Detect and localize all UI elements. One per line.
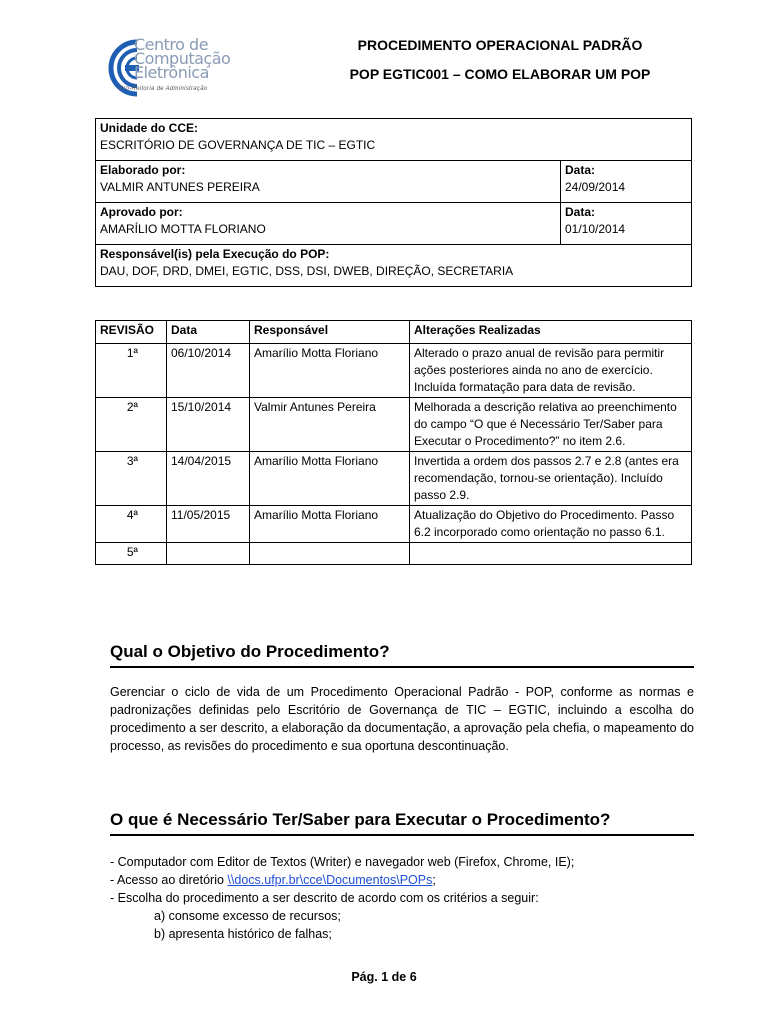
- aprovado-date-label: Data:: [565, 205, 596, 219]
- list-item-text: ;: [432, 873, 436, 887]
- responsaveis-label: Responsável(is) pela Execução do POP:: [100, 247, 330, 261]
- revision-date: 06/10/2014: [167, 344, 250, 398]
- table-row: [96, 543, 692, 565]
- revision-responsible: Amarílio Motta Floriano: [250, 506, 410, 543]
- revision-responsible: Amarílio Motta Floriano: [250, 452, 410, 506]
- requirements-list: [110, 853, 694, 943]
- revision-changes: Alterado o prazo anual de revisão para permitir ações posteriores ainda no ano de exercício. Incluída formatação para data de revisão.: [410, 344, 692, 398]
- revision-changes: Melhorada a descrição relativa ao preenchimento do campo “O que é Necessário Ter/Saber para Executar o Procedimento?” no item 2.6.: [410, 398, 692, 452]
- responsaveis-value: DAU, DOF, DRD, DMEI, EGTIC, DSS, DSI, DWEB, DIREÇÃO, SECRETARIA: [100, 264, 514, 278]
- revision-changes: [410, 543, 692, 565]
- col-header-revisao: REVISÃO: [96, 321, 167, 344]
- elaborado-date-cell: [561, 161, 692, 203]
- directory-link[interactable]: \\docs.ufpr.br\cce\Documentos\POPs: [227, 873, 433, 887]
- info-table: [95, 118, 692, 287]
- aprovado-label: Aprovado por:: [100, 205, 183, 219]
- table-row: [96, 506, 692, 543]
- document-subtitle: POP EGTIC001 – COMO ELABORAR UM POP: [349, 66, 651, 82]
- table-row: [96, 452, 692, 506]
- objective-heading: Qual o Objetivo do Procedimento?: [110, 642, 694, 668]
- elaborado-date-value: 24/09/2014: [565, 180, 626, 194]
- col-header-responsavel: Responsável: [250, 321, 410, 344]
- revision-number: 2ª: [96, 398, 167, 452]
- list-item: - Escolha do procedimento a ser descrito de acordo com os critérios a seguir:: [110, 891, 539, 905]
- logo-subtitle: Pró-Reitoria de Administração: [119, 86, 208, 92]
- list-item: - Computador com Editor de Textos (Writer) e navegador web (Firefox, Chrome, IE);: [110, 855, 575, 869]
- page-number: Pág. 1 de 6: [351, 970, 417, 984]
- elaborado-value: VALMIR ANTUNES PEREIRA: [100, 180, 260, 194]
- revision-date: 14/04/2015: [167, 452, 250, 506]
- unidade-value: ESCRITÓRIO DE GOVERNANÇA DE TIC – EGTIC: [100, 138, 376, 152]
- list-subitem: b) apresenta histórico de falhas;: [154, 927, 332, 941]
- logo-text: Centro de Computação Eletrônica: [134, 35, 231, 82]
- aprovado-value: AMARÍLIO MOTTA FLORIANO: [100, 222, 266, 236]
- aprovado-date-cell: [561, 203, 692, 245]
- aprovado-cell: [96, 203, 561, 245]
- list-subitem: a) consome excesso de recursos;: [154, 909, 341, 923]
- revision-date: [167, 543, 250, 565]
- col-header-alteracoes: Alterações Realizadas: [410, 321, 692, 344]
- table-row: [96, 398, 692, 452]
- elaborado-date-label: Data:: [565, 163, 596, 177]
- elaborado-label: Elaborado por:: [100, 163, 186, 177]
- list-item: [110, 871, 694, 889]
- aprovado-date-value: 01/10/2014: [565, 222, 626, 236]
- revision-number: 3ª: [96, 452, 167, 506]
- list-item-text: - Acesso ao diretório: [110, 873, 228, 887]
- revision-responsible: Amarílio Motta Floriano: [250, 344, 410, 398]
- col-header-data: Data: [167, 321, 250, 344]
- revision-changes: Atualização do Objetivo do Procedimento. Passo 6.2 incorporado como orientação no passo 6.1.: [410, 506, 692, 543]
- objective-text: Gerenciar o ciclo de vida de um Procedimento Operacional Padrão - POP, conforme as normas e padronizações definidas pelo Escritório de Governança de TIC – EGTIC, incluindo a escolha do procedimento a ser descrito, a elaboração da documentação, a aprovação pela chefia, o mapeamento do processo, as revisões do procedimento e sua oportuna descontinuação.: [110, 685, 694, 753]
- unidade-cell: [96, 119, 692, 161]
- requirements-heading: O que é Necessário Ter/Saber para Executar o Procedimento?: [110, 810, 694, 836]
- table-row: [96, 344, 692, 398]
- revision-date: 15/10/2014: [167, 398, 250, 452]
- revision-number: 4ª: [96, 506, 167, 543]
- revision-responsible: Valmir Antunes Pereira: [250, 398, 410, 452]
- document-title: PROCEDIMENTO OPERACIONAL PADRÃO: [357, 37, 643, 53]
- revision-date: 11/05/2015: [167, 506, 250, 543]
- unidade-label: Unidade do CCE:: [100, 121, 198, 135]
- revision-header-row: [96, 321, 692, 344]
- revision-number: 1ª: [96, 344, 167, 398]
- revision-responsible: [250, 543, 410, 565]
- revision-table: [95, 320, 692, 565]
- responsaveis-cell: [96, 245, 692, 287]
- revision-changes: Invertida a ordem dos passos 2.7 e 2.8 (antes era recomendação, tornou-se orientação). Incluído passo 2.9.: [410, 452, 692, 506]
- revision-number: 5ª: [96, 543, 167, 565]
- elaborado-cell: [96, 161, 561, 203]
